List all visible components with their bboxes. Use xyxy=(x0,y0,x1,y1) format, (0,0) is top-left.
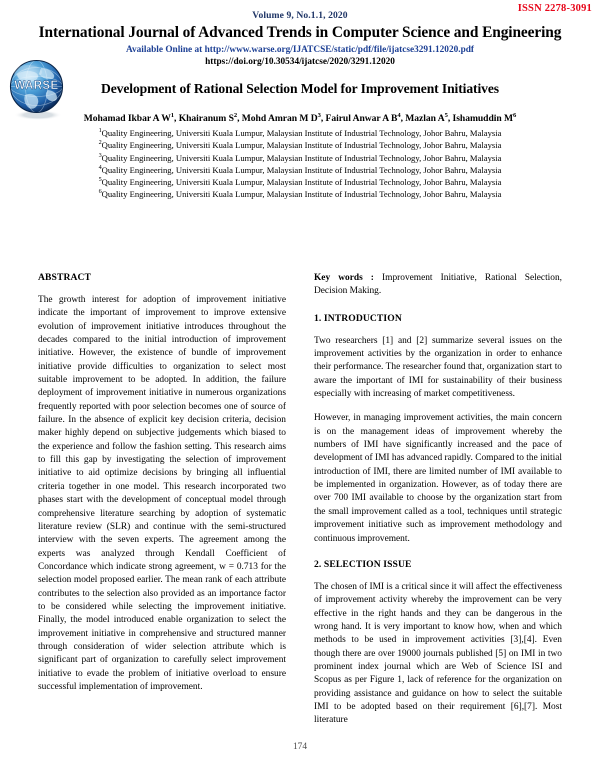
selection-paragraph-1: The chosen of IMI is a critical since it will affect the effectiveness of improvement activity whereby the improvement can be very effective in the right hands and they can be dangerous in the wrong hand. It is very important to know how, when and which methods to be used in improvement activities [3],[4]. Even though there are over 19000 journals published [5] on IMI in two prominent index journal which are Web of Science ISI and Scopus as per Figure 1, lack of reference for the organization on providing assistance and guidance on how to select the suitable IMI to be adopted based on their requirement [6],[7]. Most literature xyxy=(314,581,562,726)
affiliation-marker: 6 xyxy=(98,188,102,196)
page-number: 174 xyxy=(292,742,308,752)
affiliation-marker: 3 xyxy=(98,151,102,159)
affiliation-text: Quality Engineering, Universiti Kuala Lumpur, Malaysian Institute of Industrial Technology, Johor Bahru, Malaysia xyxy=(101,152,502,163)
affiliation-item xyxy=(0,152,600,164)
affiliation-marker: 1 xyxy=(98,127,102,135)
affiliation-text: Quality Engineering, Universiti Kuala Lumpur, Malaysian Institute of Industrial Technology, Johor Bahru, Malaysia xyxy=(101,176,502,187)
author-list: Mohamad Ikbar A $W^1$, Khairanum $S^2$, Mohd Amran M $D^3$, Fairul Anwar A $B^4$, Mazlan $A^5$, Ishamuddin $M^6$ xyxy=(83,112,517,125)
warse-logo-text: WARSE xyxy=(14,80,59,92)
left-column xyxy=(38,272,286,694)
affiliation-item xyxy=(0,139,600,151)
volume-line: Volume 9, No.1.1, 2020 xyxy=(252,10,348,21)
intro-paragraph-1: Two researchers [1] and [2] summarize several issues on the improvement activities by the organization in order to enhance their performance. The researcher found that, organization start to aware the important of IMI for sustainability of their business especially with increasing of market competitiveness. xyxy=(314,335,562,400)
issn-label: ISSN 2278-3091 xyxy=(517,3,592,14)
keywords-value: Improvement Initiative, Rational Selection, Decision Making. xyxy=(314,273,562,297)
affiliation-item xyxy=(0,127,600,139)
affiliation-marker: 5 xyxy=(98,176,102,183)
affiliation-item xyxy=(0,164,600,176)
affiliation-list xyxy=(0,127,600,200)
abstract-heading: ABSTRACT xyxy=(38,272,92,283)
section-heading-selection-issue: 2. SELECTION ISSUE xyxy=(314,558,412,570)
doi-link[interactable]: https://doi.org/10.30534/ijatcse/2020/3291.12020 xyxy=(205,57,395,67)
intro-paragraph-2: However, in managing improvement activities, the main concern is on the management ideas of improvement whereby the numbers of IMI have significantly increased and the pace of development of IMI has advanced rapidly. Compared to the initial introduction of IMI, there are limited number of IMI available to be implemented in organization. However, as of today there are over 700 IMI available to choose by the organization start from the small improvement called as a tool, techniques until strategic improvement initiative such as improvement methodology and continuous improvement. xyxy=(314,413,562,544)
journal-title: International Journal of Advanced Trends in Computer Science and Engineering xyxy=(38,24,562,41)
abstract-text: The growth interest for adoption of improvement initiative indicate the important of improvement to improve extensive evolution of improvement initiative introduces throughout the decades compared to the initial introduction of improvement initiative. However, the existence of bundle of improvement initiative provide difficulties to organization to select most suitable improvement to be adopted. In addition, the failure deployment of improvement initiative in numerous organizations frequently reported with poor selection becomes one of source of failure. In the absence of explicit key decision criteria, decision maker highly depend on subjective judgements which biased to the experience and follow the fashion setting. This research aims to fill this gap by investigating the selection of improvement initiative to aid optimize decisions by bringing all influential criteria together in one model. This research incorporated two phases start with the development of conceptual model through comprehensive literature searching by adoption of systematic literature review (SLR) and continue with the semi-structured interview with the seven experts. The agreement among the experts was analyzed through Kendall Coefficient of Concordance which indicate strong agreement, w = 0.713 for the selection model proposed earlier. The mean rank of each attribute contributes to the selection also provided as an importance factor to be considered while selecting the improvement initiative. Finally, the model introduced enable organization to select the improvement initiative in comprehensive and structured manner through consideration of wider selection attribute which is significant part of organization to carefully select improvement initiative to evade the problem of initiative overload to ensure successful implementation of improvement. xyxy=(38,295,286,692)
right-column xyxy=(314,272,562,728)
section-heading-introduction: 1. INTRODUCTION xyxy=(314,312,402,324)
keywords-label: Key words : xyxy=(314,273,374,283)
page-title: Development of Rational Selection Model for Improvement Initiatives xyxy=(101,81,499,96)
affiliation-marker: 2 xyxy=(98,139,102,147)
warse-logo xyxy=(5,57,71,123)
affiliation-text: Quality Engineering, Universiti Kuala Lumpur, Malaysian Institute of Industrial Technology, Johor Bahru, Malaysia xyxy=(101,128,502,139)
affiliation-text: Quality Engineering, Universiti Kuala Lumpur, Malaysian Institute of Industrial Technology, Johor Bahru, Malaysia xyxy=(101,140,502,151)
affiliation-item xyxy=(0,176,600,188)
globe-icon xyxy=(5,57,71,123)
affiliation-text: Quality Engineering, Universiti Kuala Lumpur, Malaysian Institute of Industrial Technology, Johor Bahru, Malaysia xyxy=(101,189,502,200)
available-online-link[interactable]: Available Online at http://www.warse.org/IJATCSE/static/pdf/file/ijatcse3291.12020.pdf xyxy=(125,45,475,55)
affiliation-marker: 4 xyxy=(98,163,102,171)
affiliation-text: Quality Engineering, Universiti Kuala Lumpur, Malaysian Institute of Industrial Technology, Johor Bahru, Malaysia xyxy=(101,164,502,175)
keywords xyxy=(314,272,562,299)
affiliation-item xyxy=(0,188,600,200)
